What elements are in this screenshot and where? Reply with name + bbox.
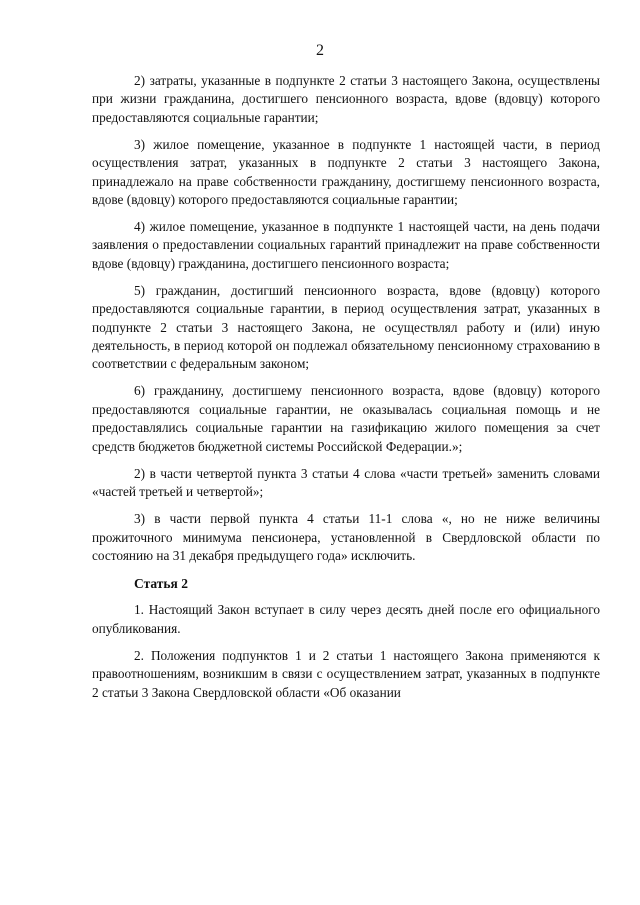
paragraph-amendment-3: 3) в части первой пункта 4 статьи 11-1 слова «, но не ниже величины прожиточного минимума пенсионера, установленной в Свердловской области по состоянию на 31 декабря предыдущего года» исключить.	[92, 511, 600, 563]
document-body	[92, 72, 600, 711]
paragraph-amendment-2: 2) в части четвертой пункта 3 статьи 4 слова «части третьей» заменить словами «частей третьей и четвертой»;	[92, 465, 600, 500]
paragraph-item-3: 3) жилое помещение, указанное в подпункте 1 настоящей части, в период осуществления затрат, указанных в подпункте 2 статьи 3 настоящего Закона, принадлежало на праве собственности гражданину, достигшему пенсионного возраста, вдове (вдовцу) которого предоставляются социальные гарантии;	[92, 136, 600, 208]
paragraph-article2-1: 1. Настоящий Закон вступает в силу через десять дней после его официального опубликования.	[92, 602, 600, 636]
paragraph-item-5: 5) гражданин, достигший пенсионного возраста, вдове (вдовцу) которого предоставляются социальные гарантии, в период осуществления затрат, указанных в подпункте 2 статьи 3 настоящего Закона, не осуществлял работу и (или) иную деятельность, в период которой он подлежал обязательному пенсионному страхованию в соответствии с федеральным законом;	[92, 282, 600, 372]
paragraph-article2-2: 2. Положения подпунктов 1 и 2 статьи 1 настоящего Закона применяются к правоотношениям, возникшим в связи с осуществлением затрат, указанных в подпункте 2 статьи 3 Закона Свердловской области «Об оказании	[92, 647, 600, 700]
paragraph-item-6: 6) гражданину, достигшему пенсионного возраста, вдове (вдовцу) которого предоставляются социальные гарантии, не оказывалась социальная помощь и не предоставлялись социальные гарантии на газификацию жилого помещения за счет средств бюджетов бюджетной системы Российской Федерации.»;	[92, 383, 600, 454]
page-number: 2	[316, 42, 324, 59]
paragraph-item-2: 2) затраты, указанные в подпункте 2 статьи 3 настоящего Закона, осуществлены при жизни гражданина, достигшего пенсионного возраста, вдове (вдовцу) которого предоставляются социальные гарантии;	[92, 73, 600, 125]
paragraph-item-4: 4) жилое помещение, указанное в подпункте 1 настоящей части, на день подачи заявления о предоставлении социальных гарантий принадлежит на праве собственности вдове (вдовцу) гражданина, достигшего пенсионного возраста;	[92, 219, 600, 271]
article-heading: Статья 2	[134, 576, 188, 592]
